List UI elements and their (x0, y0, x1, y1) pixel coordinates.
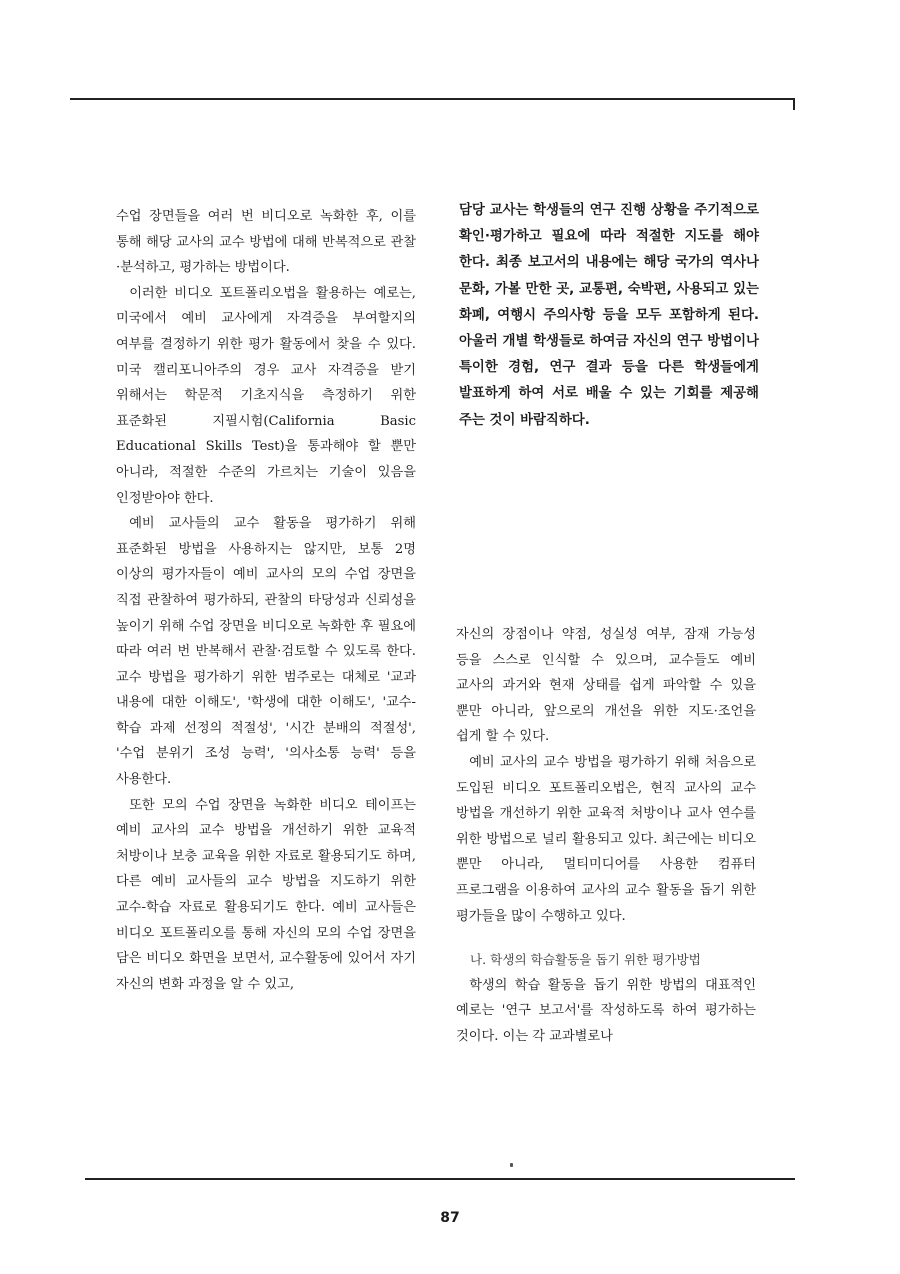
right-paragraph-2: 예비 교사의 교수 방법을 평가하기 위해 처음으로 도입된 비디오 포트폴리오법은, 현직 교사의 교수 방법을 개선하기 위한 교육적 처방이나 교사 연수를 위한 방법으로 널리 활용되고 있다. 최근에는 비디오 뿐만 아니라, 멀티미디어를 사용한 컴퓨터 프로그램을 이용하여 교사의 교수 활동을 돕기 위한 평가들을 많이 수행하고 있다. (456, 754, 756, 924)
bottom-rule (85, 1178, 795, 1180)
scan-speck (510, 1163, 513, 1167)
right-column (456, 622, 756, 1050)
top-rule-end-tick (793, 98, 795, 110)
page-number: 87 (440, 1210, 460, 1226)
section-heading: 나. 학생의 학습활동을 돕기 위한 평가방법 (470, 952, 701, 968)
left-paragraph-3: 예비 교사들의 교수 활동을 평가하기 위해 표준화된 방법을 사용하지는 않지만, 보통 2명 이상의 평가자들이 예비 교사의 모의 수업 장면을 직접 관찰하여 평가하되, 관찰의 타당성과 신뢰성을 높이기 위해 수업 장면을 비디오로 녹화한 후 필요에 따라 여러 번 반복해서 관찰·검토할 수 있도록 한다. 교수 방법을 평가하기 위한 범주로는 대체로 '교과 내용에 대한 이해도', '학생에 대한 이해도', '교수-학습 과제 선정의 적절성', '시간 분배의 적절성', '수업 분위기 조성 능력', '의사소통 능력' 등을 사용한다. (116, 516, 416, 788)
left-column (116, 204, 416, 997)
left-paragraph-4: 또한 모의 수업 장면을 녹화한 비디오 테이프는 예비 교사의 교수 방법을 개선하기 위한 교육적 처방이나 보충 교육을 위한 자료로 활용되기도 하며, 다른 예비 교사들의 교수 방법을 지도하기 위한 교수-학습 자료로 활용되기도 한다. 예비 교사들은 비디오 포트폴리오를 통해 자신의 모의 수업 장면을 담은 비디오 화면을 보면서, 교수활동에 있어서 자기 자신의 변화 과정을 알 수 있고, (116, 797, 416, 992)
left-paragraph-2: 이러한 비디오 포트폴리오법을 활용하는 예로는, 미국에서 예비 교사에게 자격증을 부여할지의 여부를 결정하기 위한 평가 활동에서 찾을 수 있다. 미국 캘리포니아주의 경우 교사 자격증을 받기 위해서는 학문적 기초지식을 측정하기 위한 표준화된 지필시험(California Basic Educational Skills Test)을 통과해야 할 뿐만 아니라, 적절한 수준의 가르치는 기술이 있음을 인정받아야 한다. (116, 285, 416, 506)
top-rule (70, 98, 795, 100)
boxed-note-text: 담당 교사는 학생들의 연구 진행 상황을 주기적으로 확인·평가하고 필요에 따라 적절한 지도를 해야 한다. 최종 보고서의 내용에는 해당 국가의 역사나 문화, 가볼 만한 곳, 교통편, 숙박편, 사용되고 있는 화폐, 여행시 주의사항 등을 모두 포함하게 된다. 아울러 개별 학생들로 하여금 자신의 연구 방법이나 특이한 경험, 연구 결과 등을 다른 학생들에게 발표하게 하여 서로 배울 수 있는 기회를 제공해 주는 것이 바람직하다. (459, 203, 759, 428)
boxed-note (459, 198, 759, 434)
right-paragraph-1: 자신의 장점이나 약점, 성실성 여부, 잠재 가능성 등을 스스로 인식할 수 있으며, 교수들도 예비 교사의 과거와 현재 상태를 쉽게 파악할 수 있을 뿐만 아니라, 앞으로의 개선을 위한 지도·조언을 쉽게 할 수 있다. (456, 627, 756, 745)
right-paragraph-3: 학생의 학습 활동을 돕기 위한 방법의 대표적인 예로는 '연구 보고서'를 작성하도록 하여 평가하는 것이다. 이는 각 교과별로나 (456, 977, 756, 1044)
left-paragraph-1: 수업 장면들을 여러 번 비디오로 녹화한 후, 이를 통해 해당 교사의 교수 방법에 대해 반복적으로 관찰·분석하고, 평가하는 방법이다. (116, 209, 416, 276)
